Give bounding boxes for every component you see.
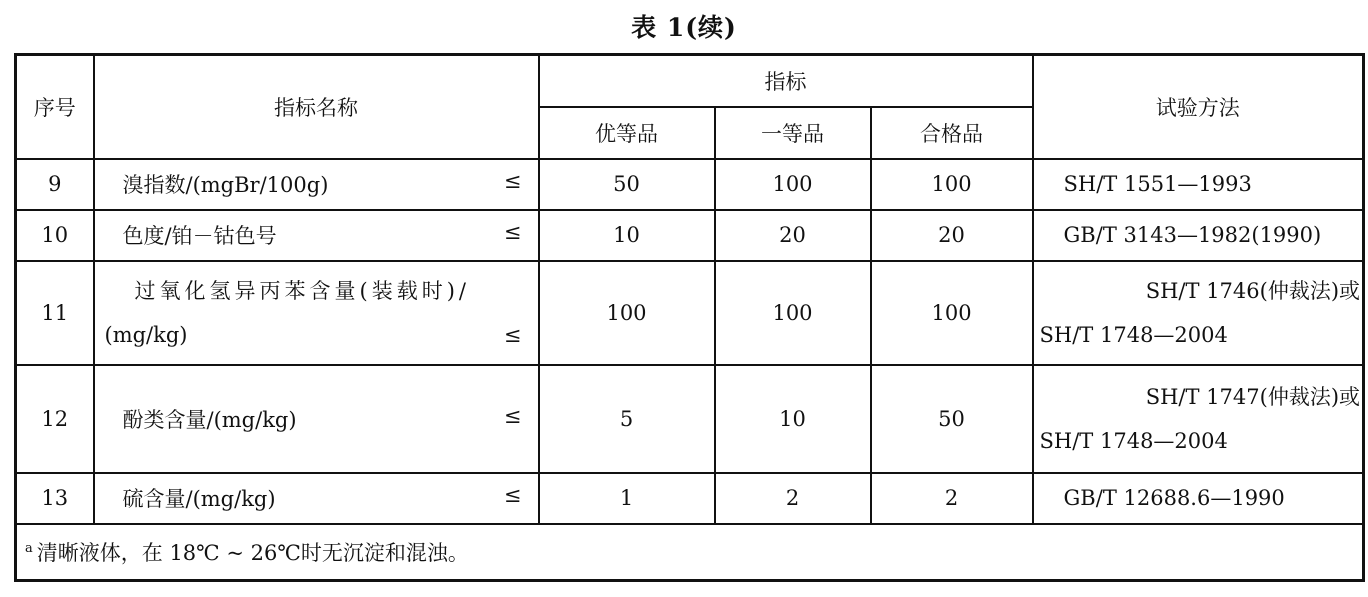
le-sign: ≤	[503, 483, 522, 507]
table-row	[16, 365, 1364, 473]
row-method-line1: SH/T 1747(仲裁法)或	[1145, 384, 1361, 409]
row-grade-first: 100	[715, 261, 871, 365]
row-name	[94, 473, 539, 524]
le-sign: ≤	[503, 322, 522, 347]
row-method: SH/T 1551—1993	[1033, 159, 1364, 210]
row-name	[94, 210, 539, 261]
row-name-text: 硫含量/(mg/kg)	[122, 487, 276, 511]
row-name-line2: (mg/kg)	[104, 322, 188, 347]
row-method-line2: SH/T 1748—2004	[1039, 322, 1228, 347]
row-method-line1: SH/T 1746(仲裁法)或	[1145, 278, 1361, 303]
row-seq: 10	[16, 210, 94, 261]
footnote-text: 清晰液体，在 18℃ ~ 26℃时无沉淀和混浊。	[36, 540, 469, 565]
row-grade-qualified: 20	[871, 210, 1033, 261]
footnote	[16, 524, 1364, 581]
table-row	[16, 159, 1364, 210]
row-name-text: 酚类含量/(mg/kg)	[122, 407, 297, 432]
row-grade-premium: 100	[539, 261, 715, 365]
header-indicator: 指标	[539, 55, 1033, 107]
row-grade-qualified: 2	[871, 473, 1033, 524]
row-method	[1033, 365, 1364, 473]
row-grade-premium: 1	[539, 473, 715, 524]
row-seq: 9	[16, 159, 94, 210]
le-sign: ≤	[503, 220, 522, 244]
header-method: 试验方法	[1033, 55, 1364, 159]
footnote-marker: a	[25, 540, 33, 556]
row-name-line1: 过氧化氢异丙苯含量(装载时)/	[134, 278, 470, 303]
row-seq: 11	[16, 261, 94, 365]
row-seq: 12	[16, 365, 94, 473]
row-grade-first: 100	[715, 159, 871, 210]
row-name	[94, 261, 539, 365]
row-method: GB/T 3143—1982(1990)	[1033, 210, 1364, 261]
header-name: 指标名称	[94, 55, 539, 159]
header-row-1	[16, 55, 1364, 107]
row-grade-first: 2	[715, 473, 871, 524]
row-grade-premium: 50	[539, 159, 715, 210]
table-row	[16, 261, 1364, 365]
header-grade-qualified: 合格品	[871, 107, 1033, 159]
row-grade-qualified: 100	[871, 261, 1033, 365]
le-sign: ≤	[503, 403, 522, 428]
le-sign: ≤	[503, 169, 522, 193]
spec-table	[14, 53, 1365, 582]
footnote-row	[16, 524, 1364, 581]
row-grade-qualified: 100	[871, 159, 1033, 210]
header-grade-premium: 优等品	[539, 107, 715, 159]
table-title: 表 1(续)	[631, 13, 737, 42]
row-name-text: 溴指数/(mgBr/100g)	[122, 173, 329, 197]
row-name-line2-wrap	[105, 313, 538, 357]
row-name	[94, 159, 539, 210]
row-grade-premium: 5	[539, 365, 715, 473]
row-seq: 13	[16, 473, 94, 524]
row-method-line2: SH/T 1748—2004	[1039, 428, 1228, 453]
row-name-text: 色度/铂－钴色号	[122, 224, 277, 248]
row-grade-first: 20	[715, 210, 871, 261]
table-row	[16, 473, 1364, 524]
row-method: GB/T 12688.6—1990	[1033, 473, 1364, 524]
row-name	[94, 365, 539, 473]
table-row	[16, 210, 1364, 261]
header-seq: 序号	[16, 55, 94, 159]
row-grade-qualified: 50	[871, 365, 1033, 473]
row-grade-first: 10	[715, 365, 871, 473]
row-grade-premium: 10	[539, 210, 715, 261]
header-grade-first: 一等品	[715, 107, 871, 159]
row-method	[1033, 261, 1364, 365]
